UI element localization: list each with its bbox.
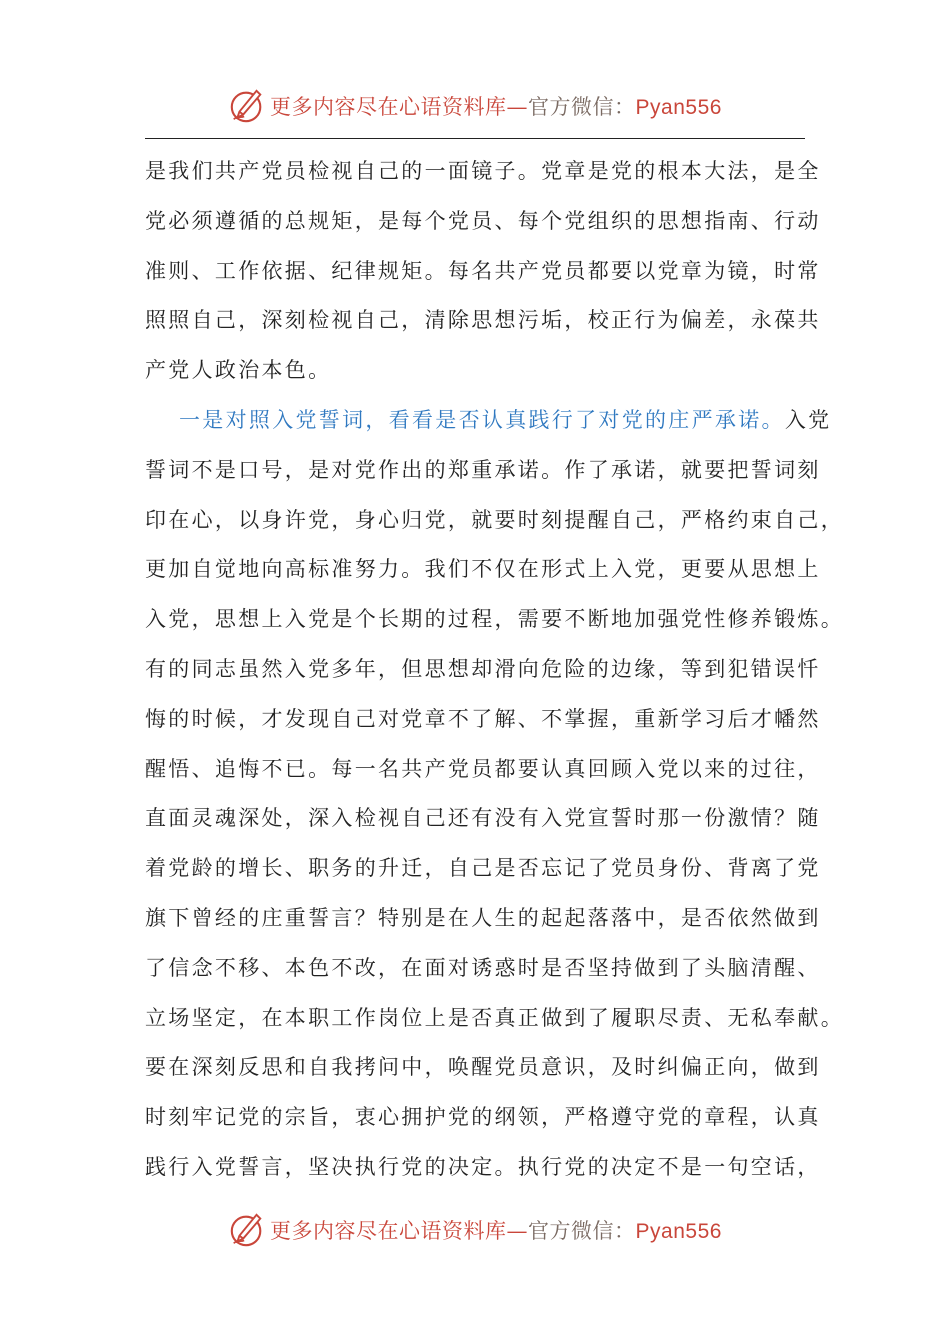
footer-dash: — [506,1219,529,1243]
text-line: 时刻牢记党的宗旨，衷心拥护党的纲领，严格遵守党的章程，认真 [145,1105,821,1130]
text-line: 旗下曾经的庄重誓言？特别是在人生的起起落落中，是否依然做到 [145,905,821,930]
footer-wechat-label: 官方微信： [528,1219,636,1243]
text-line-first [145,396,832,446]
header-dash: — [506,95,529,119]
text-line: 有的同志虽然入党多年，但思想却滑向危险的边缘，等到犯错误忏 [145,656,821,681]
text-line: 产党人政治本色。 [145,358,332,383]
footer-site-name: 更多内容尽在心语资料库 [270,1219,507,1243]
document-body [145,147,844,1193]
header-wechat-id: Pyan556 [635,96,722,119]
text-line: 是我们共产党员检视自己的一面镜子。党章是党的根本大法，是全 [145,159,821,183]
text-line: 直面灵魂深处，深入检视自己还有没有入党宣誓时那一份激情？随 [145,806,821,831]
quill-pen-logo-icon [228,1211,266,1249]
footer-wechat-id: Pyan556 [635,1220,722,1243]
paragraph-2 [145,396,844,1193]
header-banner [0,84,950,128]
text-line: 要在深刻反思和自我拷问中，唤醒党员意识，及时纠偏正向，做到 [145,1055,821,1080]
text-line: 更加自觉地向高标准努力。我们不仅在形式上入党，更要从思想上 [145,557,821,582]
text-line: 照照自己，深刻检视自己，清除思想污垢，校正行为偏差，永葆共 [145,308,821,333]
header-wechat-label: 官方微信： [528,95,636,119]
text-fragment: 入党 [784,407,832,432]
footer-banner-text [270,1215,722,1245]
header-divider [145,138,805,139]
text-line: 了信念不移、本色不改，在面对诱惑时是否坚持做到了头脑清醒、 [145,955,821,980]
text-line: 誓词不是口号，是对党作出的郑重承诺。作了承诺，就要把誓词刻 [145,457,821,482]
quill-pen-logo-icon [228,87,266,125]
footer-banner [0,1208,950,1252]
header-site-name: 更多内容尽在心语资料库 [270,95,507,119]
text-line: 入党，思想上入党是个长期的过程，需要不断地加强党性修养锻炼。 [145,607,844,632]
header-banner-text [270,91,722,121]
text-line: 准则、工作依据、纪律规矩。每名共产党员都要以党章为镜，时常 [145,258,821,283]
text-line: 践行入党誓言，坚决执行党的决定。执行党的决定不是一句空话， [145,1154,821,1179]
text-line: 党必须遵循的总规矩，是每个党员、每个党组织的思想指南、行动 [145,208,821,233]
text-line: 悔的时候，才发现自己对党章不了解、不掌握，重新学习后才幡然 [145,706,821,731]
section-heading-highlight: 一是对照入党誓词，看看是否认真践行了对党的庄严承诺。 [179,407,785,432]
text-line: 印在心，以身许党，身心归党，就要时刻提醒自己，严格约束自己， [145,507,844,532]
paragraph-1 [145,147,821,396]
text-line: 醒悟、追悔不已。每一名共产党员都要认真回顾入党以来的过往， [145,756,821,781]
text-line: 着党龄的增长、职务的升迁，自己是否忘记了党员身份、背离了党 [145,856,821,881]
text-line: 立场坚定，在本职工作岗位上是否真正做到了履职尽责、无私奉献。 [145,1005,844,1030]
